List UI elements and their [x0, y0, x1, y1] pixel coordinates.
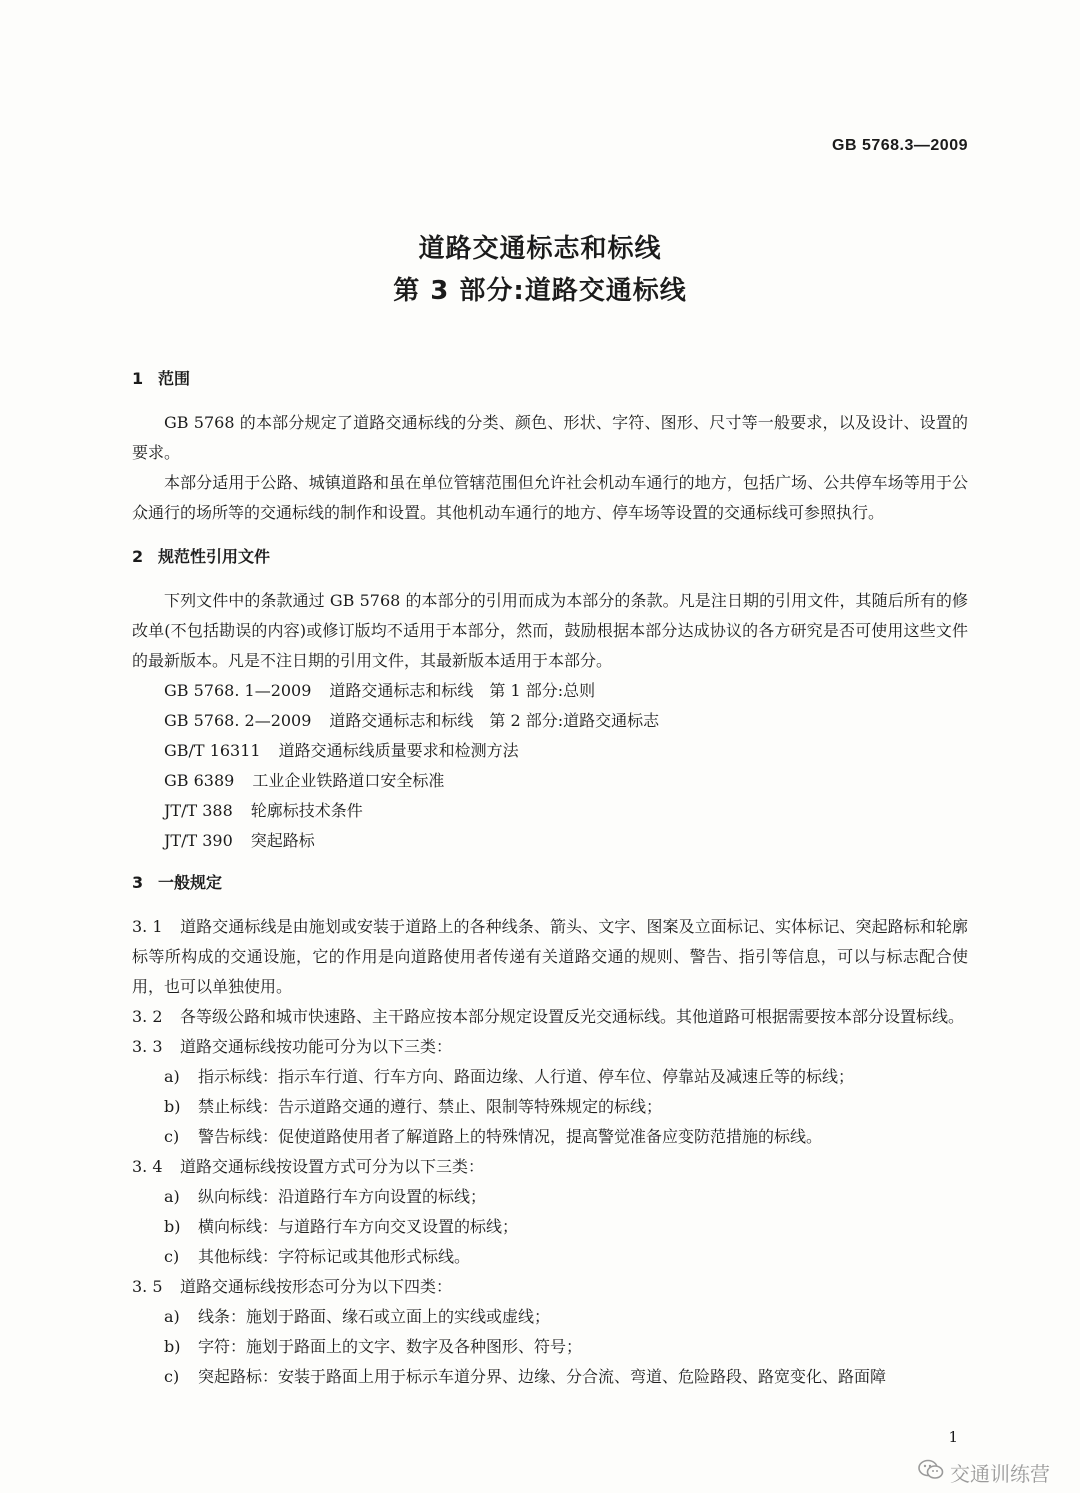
clause-text: 道路交通标线按功能可分为以下三类： — [180, 1037, 453, 1056]
reference-list — [164, 676, 968, 856]
reference-item — [164, 766, 968, 796]
clause-3-5 — [132, 1272, 968, 1302]
section-number: 1 — [132, 369, 144, 388]
page-number: 1 — [948, 1428, 958, 1446]
list-text: 指示标线：指示车行道、行车方向、路面边缘、人行道、停车位、停靠站及减速丘等的标线； — [198, 1067, 855, 1086]
reference-title: 道路交通标线质量要求和检测方法 — [278, 741, 519, 760]
list-text: 字符：施划于路面上的文字、数字及各种图形、符号； — [198, 1337, 583, 1356]
reference-title: 道路交通标志和标线 第 1 部分:总则 — [329, 681, 596, 700]
reference-code: JT/T 390 — [164, 831, 233, 850]
clause-number: 3. 5 — [132, 1277, 163, 1296]
list-marker: a) — [164, 1187, 180, 1206]
list-item — [164, 1062, 968, 1092]
list-text: 横向标线：与道路行车方向交叉设置的标线； — [198, 1217, 519, 1236]
list-marker: b) — [164, 1337, 181, 1356]
clause-3-3-list — [164, 1062, 968, 1152]
section-title: 一般规定 — [158, 873, 223, 892]
section-number: 2 — [132, 547, 144, 566]
reference-title: 轮廓标技术条件 — [250, 801, 363, 820]
clause-3-1 — [132, 912, 968, 1002]
section-title: 范围 — [158, 369, 191, 388]
list-text: 禁止标线：告示道路交通的遵行、禁止、限制等特殊规定的标线； — [198, 1097, 663, 1116]
list-item — [164, 1242, 968, 1272]
list-marker: c) — [164, 1127, 180, 1146]
list-marker: b) — [164, 1097, 181, 1116]
title-block — [0, 228, 1080, 312]
paragraph: GB 5768 的本部分规定了道路交通标线的分类、颜色、形状、字符、图形、尺寸等一般要求，以及设计、设置的要求。 — [132, 413, 968, 462]
reference-title: 突起路标 — [250, 831, 315, 850]
list-item — [164, 1092, 968, 1122]
reference-title: 道路交通标志和标线 第 2 部分:道路交通标志 — [329, 711, 660, 730]
clause-3-3 — [132, 1032, 968, 1062]
list-text: 纵向标线：沿道路行车方向设置的标线； — [198, 1187, 487, 1206]
section-3-heading — [132, 868, 968, 898]
title-line-2: 第 3 部分:道路交通标线 — [393, 276, 687, 306]
clause-text: 道路交通标线按形态可分为以下四类： — [180, 1277, 453, 1296]
list-marker: b) — [164, 1217, 181, 1236]
reference-code: GB 5768. 1—2009 — [164, 681, 312, 700]
list-marker: c) — [164, 1367, 180, 1386]
list-item — [164, 1302, 968, 1332]
paragraph: 本部分适用于公路、城镇道路和虽在单位管辖范围但允许社会机动车通行的地方，包括广场、公共停车场等用于公众通行的场所等的交通标线的制作和设置。其他机动车通行的地方、停车场等设置的交通标线可参照执行。 — [132, 473, 968, 522]
reference-item — [164, 676, 968, 706]
reference-code: GB 5768. 2—2009 — [164, 711, 312, 730]
reference-item — [164, 736, 968, 766]
list-marker: c) — [164, 1247, 180, 1266]
clause-text: 道路交通标线按设置方式可分为以下三类： — [180, 1157, 485, 1176]
list-item — [164, 1362, 968, 1392]
clause-number: 3. 3 — [132, 1037, 163, 1056]
clause-3-4-list — [164, 1182, 968, 1272]
watermark — [918, 1458, 1050, 1487]
paragraph: 下列文件中的条款通过 GB 5768 的本部分的引用而成为本部分的条款。凡是注日期的引用文件，其随后所有的修改单(不包括勘误的内容)或修订版均不适用于本部分，然而，鼓励根据本部分达成协议的各方研究是否可使用这些文件的最新版本。凡是不注日期的引用文件，其最新版本适用于本部分。 — [132, 591, 968, 670]
section-title: 规范性引用文件 — [158, 547, 271, 566]
clause-3-2 — [132, 1002, 968, 1032]
section-number: 3 — [132, 873, 144, 892]
reference-item — [164, 706, 968, 736]
clause-text: 各等级公路和城市快速路、主干路应按本部分规定设置反光交通标线。其他道路可根据需要按本部分设置标线。 — [180, 1007, 965, 1026]
wechat-icon — [918, 1459, 944, 1486]
section-2-heading — [132, 542, 968, 572]
reference-item — [164, 826, 968, 856]
reference-code: JT/T 388 — [164, 801, 233, 820]
title-line-1: 道路交通标志和标线 — [418, 234, 662, 264]
list-text: 警告标线：促使道路使用者了解道路上的特殊情况，提高警觉准备应变防范措施的标线。 — [198, 1127, 823, 1146]
document-body — [132, 364, 968, 1392]
section-1-heading — [132, 364, 968, 394]
list-item — [164, 1212, 968, 1242]
clause-3-4 — [132, 1152, 968, 1182]
clause-number: 3. 2 — [132, 1007, 163, 1026]
list-item — [164, 1182, 968, 1212]
reference-code: GB 6389 — [164, 771, 235, 790]
clause-3-5-list — [164, 1302, 968, 1392]
list-text: 其他标线：字符标记或其他形式标线。 — [198, 1247, 471, 1266]
reference-item — [164, 796, 968, 826]
list-text: 线条：施划于路面、缘石或立面上的实线或虚线； — [198, 1307, 551, 1326]
list-marker: a) — [164, 1067, 180, 1086]
standard-code: GB 5768.3—2009 — [832, 137, 968, 154]
clause-text: 道路交通标线是由施划或安装于道路上的各种线条、箭头、文字、图案及立面标记、实体标记、突起路标和轮廓标等所构成的交通设施，它的作用是向道路使用者传递有关道路交通的规则、警告、指引等信息，可以与标志配合使用，也可以单独使用。 — [132, 917, 968, 996]
list-item — [164, 1122, 968, 1152]
clause-number: 3. 1 — [132, 917, 163, 936]
list-marker: a) — [164, 1307, 180, 1326]
clause-number: 3. 4 — [132, 1157, 163, 1176]
list-item — [164, 1332, 968, 1362]
reference-title: 工业企业铁路道口安全标准 — [252, 771, 445, 790]
list-text: 突起路标：安装于路面上用于标示车道分界、边缘、分合流、弯道、危险路段、路宽变化、路面障 — [198, 1367, 887, 1386]
watermark-text: 交通训练营 — [950, 1462, 1050, 1486]
reference-code: GB/T 16311 — [164, 741, 261, 760]
